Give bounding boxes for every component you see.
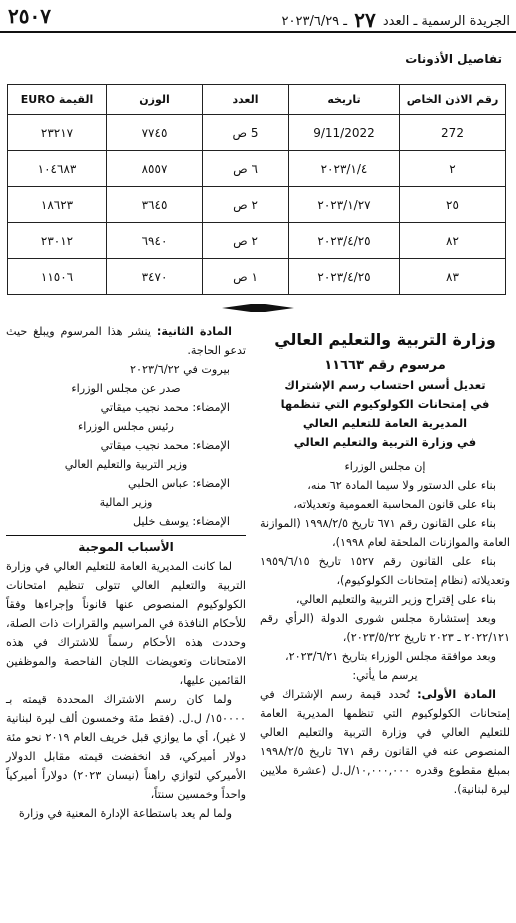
divider <box>6 535 246 536</box>
pm-title: رئيس مجلس الوزراء <box>78 420 174 433</box>
table-row <box>8 223 506 259</box>
table-row <box>8 259 506 295</box>
minister-title: وزير التربية والتعليم العالي <box>64 458 188 471</box>
header-rule <box>0 31 516 33</box>
signature-line: الإمضاء: محمد نجيب ميقاتي <box>100 401 230 414</box>
permits-table <box>7 84 506 295</box>
cell-weight: ٣٤٧٠ <box>107 259 203 295</box>
preamble-paragraph: بناء على القانون رقم ١٥٢٧ تاريخ ١٩٥٩/٦/١٥ وتعديلاته (نظام إمتحانات الكولوكيوم)، <box>260 555 510 587</box>
article-one <box>260 685 510 799</box>
preamble-paragraph: وبعد إستشارة مجلس شورى الدولة (الرأي رقم ٢٠٢٢/١٢١ ـ ٢٠٢٣ تاريخ ٢٠٢٣/٥/٢٢)، <box>260 612 510 644</box>
cell-count: ٦ ص <box>203 151 289 187</box>
gazette-name: الجريدة الرسمية ـ العدد <box>382 14 510 29</box>
article-one-text: تُحدد قيمة رسم الإشتراك في إمتحانات الكولوكيوم التي تنظمها المديرية العامة للتعليم العالي في وزارة التربية والتعليم العالي المنصوص عنه في القانون رقم ٦٧١ تاريخ ١٩٩٨/٢/٥ بمبلغ مقطوع وقدره ١٠,٠٠٠,٠٠٠/ل.ل (عشرة ملايين ليرة لبنانية). <box>260 688 511 796</box>
cell-weight: ٦٩٤٠ <box>107 223 203 259</box>
preamble-paragraph: بناء على القانون رقم ٦٧١ تاريخ ١٩٩٨/٢/٥ (الموازنة العامة والموازنات الملحقة لعام ١٩٩٨)، <box>260 517 510 549</box>
table-header-row <box>8 85 506 115</box>
cell-permit-no: ٢٥ <box>400 187 506 223</box>
issue-date: ـ ٢٠٢٣/٦/٢٩ <box>281 14 348 29</box>
decree-subject-line: في إمتحانات الكولوكيوم التي تنظمها <box>280 397 490 411</box>
cell-date: ٢٠٢٣/١/٤ <box>289 151 400 187</box>
cell-value: ١٨٦٢٣ <box>8 187 107 223</box>
issue-line <box>282 8 510 32</box>
article-two-text: ينشر هذا المرسوم ويبلغ حيث تدعو الحاجة. <box>6 325 246 357</box>
cell-value: ٢٣٠١٢ <box>8 223 107 259</box>
cell-count: ٢ ص <box>203 223 289 259</box>
cell-permit-no: ٢ <box>400 151 506 187</box>
signatures-column <box>6 322 246 823</box>
preamble-paragraph: بناء على الدستور ولا سيما المادة ٦٢ منه، <box>307 479 496 492</box>
page-number: ٢٥٠٧ <box>8 4 51 28</box>
col-header-weight: الوزن <box>107 85 203 115</box>
cell-weight: ٧٧٤٥ <box>107 115 203 151</box>
cell-count: ٢ ص <box>203 187 289 223</box>
preamble-paragraph: وبعد موافقة مجلس الوزراء بتاريخ ٢٠٢٣/٦/٢١، <box>285 650 496 663</box>
cell-date: ٢٠٢٣/١/٢٧ <box>289 187 400 223</box>
reasons-paragraph: ولما لم يعد باستطاعة الإدارة المعنية في وزارة <box>18 807 232 820</box>
reasons-paragraph: لما كانت المديرية العامة للتعليم العالي في وزارة التربية والتعليم العالي تتولى تنظيم امتحانات الكولوكيوم المنصوص عنها قانوناً وإجراءها وفقاً للأحكام النافذة في المراسيم والقرارات ذات الصلة، وحددت هذه الأحكام رسماً للاشتراك في هذه الامتحانات وتعويضات اللجان الفاحصة والموظفين القائمين عليها، <box>6 560 246 687</box>
cell-count: ١ ص <box>203 259 289 295</box>
running-header <box>8 4 510 30</box>
cell-date: ٢٠٢٣/٤/٢٥ <box>289 259 400 295</box>
reasons-heading: الأسباب الموجبة <box>78 540 174 554</box>
place-date: بيروت في ٢٠٢٣/٦/٢٢ <box>130 363 230 376</box>
section-title: تفاصيل الأذونات <box>405 52 502 66</box>
col-header-date: تاريخه <box>289 85 400 115</box>
cell-date: 9/11/2022 <box>289 115 400 151</box>
preamble-paragraph: بناء على قانون المحاسبة العمومية وتعديلاته، <box>293 498 496 511</box>
decides-line: يرسم ما يأتي: <box>352 669 418 682</box>
col-header-permit-no: رقم الاذن الخاص <box>400 85 506 115</box>
ministry-title: وزارة التربية والتعليم العالي <box>274 330 496 349</box>
cell-weight: ٨٥٥٧ <box>107 151 203 187</box>
table-row <box>8 187 506 223</box>
decree-column <box>260 322 510 799</box>
decree-subject-line: تعديل أسس احتساب رسم الإشتراك <box>284 378 486 392</box>
council-heading: إن مجلس الوزراء <box>344 460 426 473</box>
col-header-count: العدد <box>203 85 289 115</box>
signature-line: الإمضاء: عباس الحلبي <box>128 477 230 490</box>
decree-subject-line: المديرية العامة للتعليم العالي <box>302 416 468 430</box>
issued-by: صدر عن مجلس الوزراء <box>71 382 181 395</box>
signature-line: الإمضاء: محمد نجيب ميقاتي <box>100 439 230 452</box>
cell-date: ٢٠٢٣/٤/٢٥ <box>289 223 400 259</box>
preamble-paragraph: بناء على إقتراح وزير التربية والتعليم العالي، <box>295 593 496 606</box>
article-two <box>6 322 246 360</box>
decree-number: مرسوم رقم ١١٦٦٣ <box>324 358 446 373</box>
cell-count: 5 ص <box>203 115 289 151</box>
decree-subject-line: في وزارة التربية والتعليم العالي <box>293 435 477 449</box>
cell-permit-no: ٨٢ <box>400 223 506 259</box>
table-row <box>8 151 506 187</box>
cell-permit-no: ٨٣ <box>400 259 506 295</box>
cell-value: ١١٥٠٦ <box>8 259 107 295</box>
minister-title: وزير المالية <box>99 496 153 509</box>
cell-value: ٢٣٢١٧ <box>8 115 107 151</box>
cell-value: ١٠٤٦٨٣ <box>8 151 107 187</box>
issue-number: ٢٧ <box>354 8 376 32</box>
cell-permit-no: 272 <box>400 115 506 151</box>
col-header-value: القيمة EURO <box>8 85 107 115</box>
reasons-paragraph: ولما كان رسم الاشتراك المحددة قيمته بـ ١٥٠٠٠٠/ ل.ل. (فقط مئة وخمسون ألف ليرة لبنانية لا غير)، أي ما يوازي قبل خريف العام ٢٠١٩ نحو مئة دولار أميركي، قد انخفضت قيمته مقابل الدولار الأميركي لتوازي راهناً (نيسان ٢٠٢٣) دولاراً أميركياً واحداً وخمسين سنتاً، <box>6 693 246 801</box>
article-one-label: المادة الأولى: <box>417 688 497 701</box>
table-row <box>8 115 506 151</box>
cell-weight: ٣٦٤٥ <box>107 187 203 223</box>
article-two-label: المادة الثانية: <box>156 325 232 338</box>
signature-line: الإمضاء: يوسف خليل <box>132 515 230 528</box>
